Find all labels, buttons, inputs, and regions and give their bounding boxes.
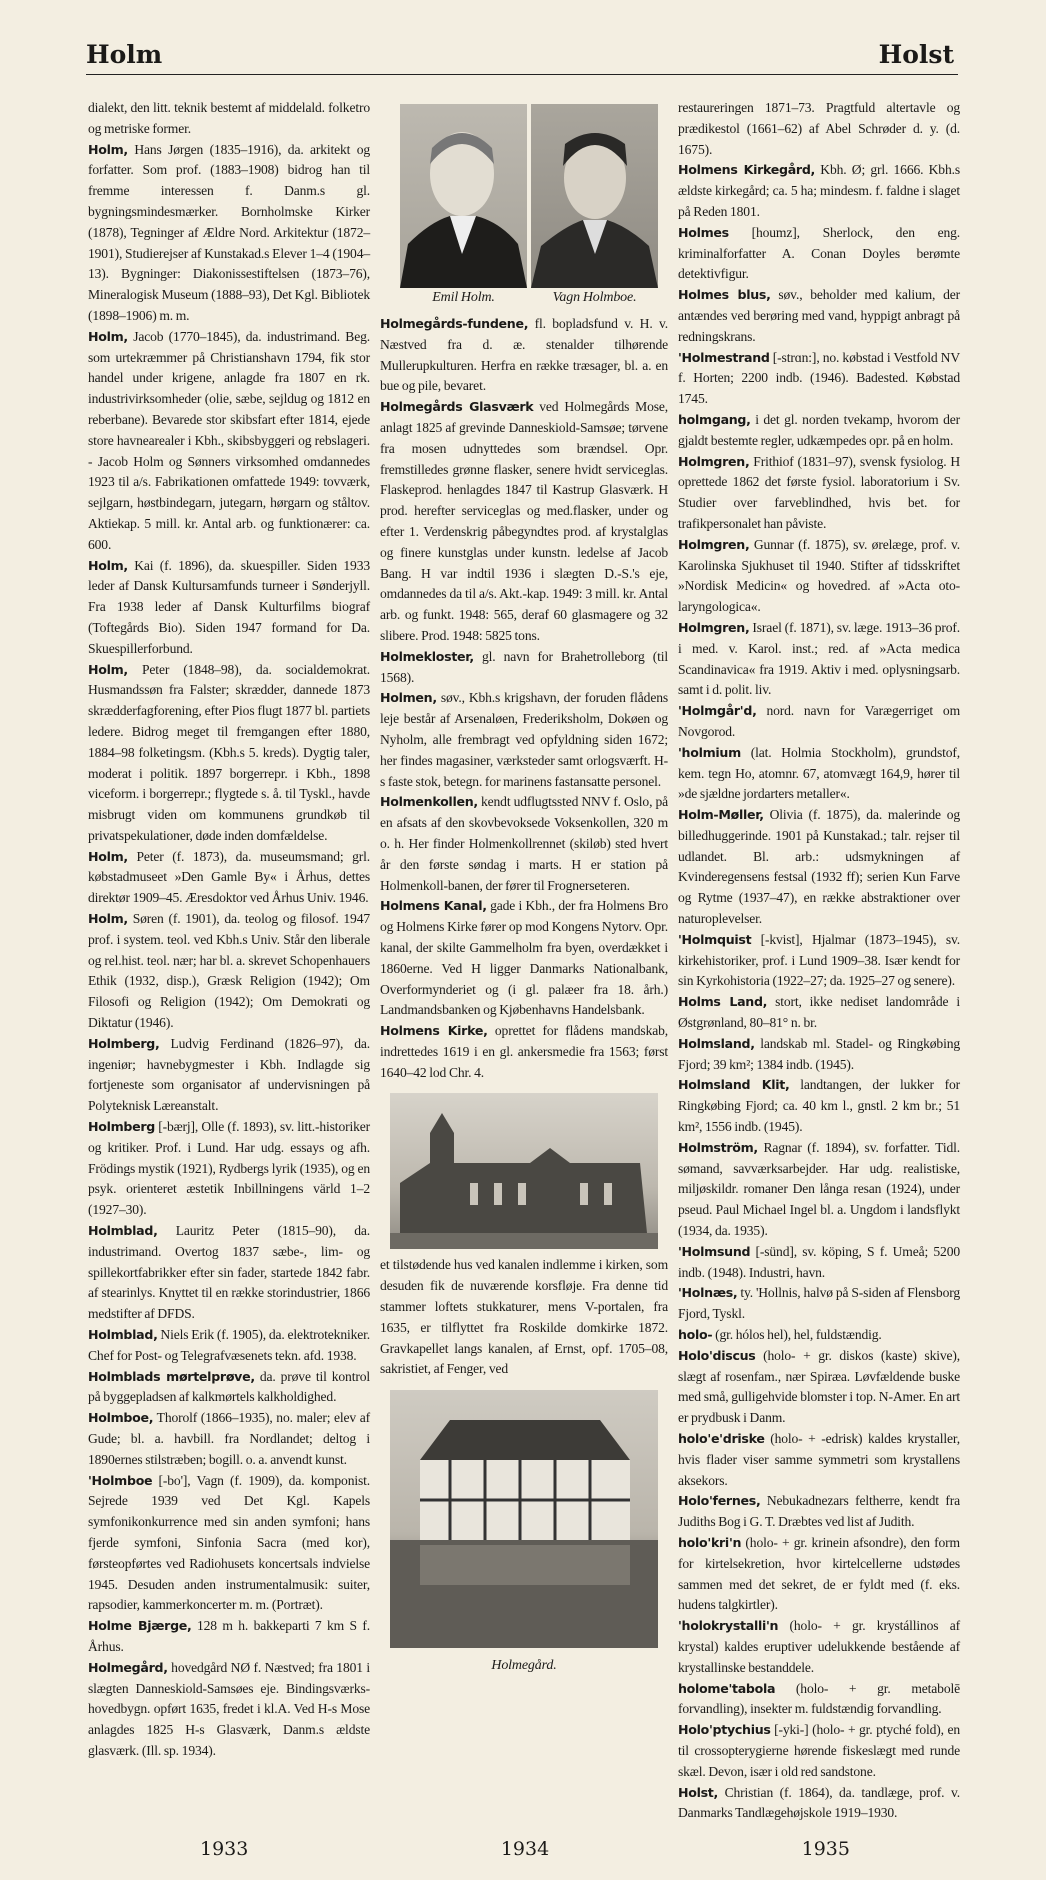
page-number: 1935 (801, 1838, 850, 1861)
entry-text: restaureringen 1871–73. Pragtfuld altertavle og prædikestol (1661–62) af Abel Schrøder d. y. (d. 1675). (678, 100, 960, 157)
entry-headword: Holm, (88, 848, 128, 864)
entry-text: (holo- + -edrisk) kaldes krystaller, hvis flader viser samme symmetri som krystallens aksekors. (678, 1431, 960, 1488)
dictionary-entry (678, 160, 960, 222)
entry-text: Søren (f. 1901), da. teolog og filosof. 1947 prof. i system. teol. ved Kbh.s Univ. Står den liberale og rel.hist. teol. nær; har bl. a. skrevet Schopenhauers Ethik (1932, disp.), Græsk Religion (1942); Om Filosofi og Religion (1942); Om Demokrati og Diktatur (1946). (88, 911, 370, 1031)
entry-text: 128 m h. bakkeparti 7 km S f. Århus. (88, 1618, 370, 1654)
dictionary-entry (88, 556, 370, 660)
entry-headword: Holm, (88, 661, 128, 677)
entry-text: (holo- + gr. metabolē forvandling), insekter m. fuldstændig forvandling. (678, 1680, 960, 1717)
entry-text: ty. 'Hollnis, halvø på S-siden af Flensborg Fjord, Tyskl. (678, 1285, 960, 1322)
entry-headword: Holmens Kirke, (380, 1023, 488, 1039)
entry-headword: Holmboe, (88, 1410, 154, 1426)
dictionary-entry (678, 701, 960, 743)
dictionary-entry (678, 348, 960, 410)
photo-holmens-kirke (390, 1093, 658, 1249)
dictionary-entry (678, 1242, 960, 1284)
entry-headword: Holmsland Klit, (678, 1077, 790, 1093)
page-body (88, 0, 960, 1880)
entry-headword: Holmgren, (678, 536, 750, 552)
entry-headword: Holmgren, (678, 619, 750, 635)
entry-headword: holmgang, (678, 411, 751, 427)
entry-text: Peter (f. 1873), da. museumsmand; grl. købstadmuseet »Den Gamle By« i Århus, dettes direktør 1909–45. Æresdoktor ved Århus Univ. 1946. (88, 848, 370, 906)
running-head-right: Holst (878, 40, 954, 69)
entry-text: søv., beholder med kalium, der antændes ved berøring med vand, hyppigt anbragt på redningskrans. (678, 287, 960, 344)
entry-headword: Holm, (88, 911, 128, 927)
entry-text: Jacob (1770–1845), da. industrimand. Beg. som urtekræmmer på Christianshavn 1794, fik stor handel under krigene, anlagde fra 1807 en rk. industrivirksomheder (olie, sæbe, sejldug og 1812 en reberbane). Bevarede stor skibsfart efter 1814, ejede store havnearealer i Kbh., skibsbyggeri og rebslageri. - Jacob Holm og Sønners virksomhed omdannedes 1923 til a/s. Fabrikationen omfattede 1949: tovværk, sejlgarn, høstbindegarn, jutegarn, hørgarn og ståltov. Aktiekap. 5 mill. kr. Antal arb. og funktionærer: ca. 600. (88, 328, 370, 552)
entry-headword: Holmblads mørtelprøve, (88, 1368, 255, 1384)
entry-text: hovedgård NØ f. Næstved; fra 1801 i slægten Danneskiold-Samsøes eje. Bindingsværks-hovedbygn. opført 1635, fredet i kl.A. Ved H-s Mose anlagdes 1825 H-s Glasværk, Danm.s ældste glasværk. (Ill. sp. 1934). (88, 1659, 370, 1758)
entry-text: landtangen, der lukker for Ringkøbing Fjord; ca. 40 km l., gnstl. 2 km br.; 51 km², 1556 indb. (1945). (678, 1077, 960, 1135)
dictionary-entry (678, 1616, 960, 1678)
entry-text: Olivia (f. 1875), da. malerinde og billedhuggerinde. 1901 på Kunstakad.; talr. rejser til udlandet. Bl. arb.: udsmykningen af Kvinderegensens festsal (1932 ff); serien Kun Farve og Rytme (1937–47), en række abstraktioner over naturoplevelser. (678, 807, 960, 927)
dictionary-entry (678, 805, 960, 930)
column-middle (380, 98, 668, 1682)
entry-text: (holo- + gr. krystállinos af krystal) kaldes eruptiver udelukkende bestående af krystallinske bestanddele. (678, 1618, 960, 1675)
entry-text: (lat. Holmia Stockholm), grundstof, kem. tegn Ho, atomnr. 67, atomvægt 164,9, hører til »de sjældne jordarters metaller«. (678, 744, 960, 802)
entry-text: [-strɑn:], no. købstad i Vestfold NV f. Horten; 2200 indb. (1946). Badested. Købstad 1745. (678, 349, 960, 407)
entry-headword: 'holmium (678, 744, 741, 760)
dictionary-entry (380, 792, 668, 896)
entry-headword: holome'tabola (678, 1680, 776, 1696)
dictionary-entry (678, 930, 960, 992)
entry-headword: 'Holmestrand (678, 349, 770, 365)
entry-headword: Holmegård, (88, 1659, 168, 1675)
dictionary-entry (678, 285, 960, 347)
column-left (88, 98, 370, 1762)
entry-text: i det gl. norden tvekamp, hvorom der gjaldt bestemte regler, udkæmpedes opr. på en holm. (678, 411, 960, 448)
dictionary-entry (88, 327, 370, 556)
entry-headword: Holmegårds-fundene, (380, 316, 529, 331)
entry-text: Nebukadnezars feltherre, kendt fra Judiths Bog i G. T. Dræbtes ved list af Judith. (678, 1493, 960, 1530)
dictionary-entry (88, 1034, 370, 1117)
dictionary-entry (678, 1075, 960, 1137)
entry-text: stort, ikke nediset landområde i Østgrønland, 80–81° n. br. (678, 994, 960, 1031)
dictionary-entry (678, 452, 960, 535)
entry-headword: Holmberg (88, 1119, 156, 1135)
entry-headword: 'holokrystalli'n (678, 1618, 779, 1634)
dictionary-entry (88, 1117, 370, 1221)
entry-headword: Holmström, (678, 1139, 758, 1155)
entry-headword: Holo'ptychius (678, 1722, 771, 1738)
entry-text: Niels Erik (f. 1905), da. elektrotekniker. Chef for Post- og Telegrafvæsenets tekn. afd. 1938. (88, 1327, 370, 1363)
dictionary-entry (88, 1471, 370, 1617)
dictionary-entry (88, 1616, 370, 1658)
entry-headword: Holmes blus, (678, 287, 771, 303)
dictionary-entry (88, 1408, 370, 1470)
entry-text: Gunnar (f. 1875), sv. ørelæge, prof. v. Karolinska Sjukhuset til 1940. Stifter af tidsskriftet »Nordisk Medicin« og hovedred. af »Acta oto-laryngologica«. (678, 536, 960, 615)
entry-text: Ragnar (f. 1894), sv. forfatter. Tidl. sømand, savværksarbejder. Har udg. realistiske, miljøskildr. romaner Den långa resan (1924), under pseud. Paul Michael Ingel bl. a. Ungdom i landsflykt (1934, da. 1935). (678, 1139, 960, 1239)
dictionary-entry (88, 1325, 370, 1367)
column-right (678, 98, 960, 1824)
entry-headword: Holmsland, (678, 1035, 755, 1051)
page-numbers (88, 1824, 960, 1880)
entry-headword: 'Holmquist (678, 931, 752, 947)
entry-text: gade i Kbh., der fra Holmens Bro og Holmens Kirke fører op mod Kongens Nytorv. Opr. kanal, der skilte Gammelholm fra byen, overdækket i 1860erne. Ved H ligger Danmarks Nationalbank, Overformynderiet og (i gl. palæer fra 18. årh.) Landmandsbanken og Kjøbenhavns Handelsbank. (380, 898, 668, 1018)
entry-headword: 'Holmboe (88, 1472, 153, 1488)
entry-text: Peter (1848–98), da. socialdemokrat. Husmandssøn fra Falster; skrædder, dannede 1873 skrædderfagforening, efter Pios flugt 1877 bl. partiets ledere. Bidrog meget til fremgangen efter 1880, 1884–98 folketingsm. (Kbh.s 5. kreds). Dygtig taler, moderat i politik. 1897 borgerrepr. i Kbh., 1898 viceform. i borgerrepr.; flygtede s. å. til Tyskl., havde misbrugt viden om kommunens grundkøb til privatspekulationer, døde inden domfældelse. (88, 661, 370, 843)
dictionary-entry (678, 1720, 960, 1782)
entry-text: Frithiof (1831–97), svensk fysiolog. H oprettede 1862 det første fysiol. laboratorium i Sv. Studier over farveblindhed, hvis bet. for trafikpersonalet han påviste. (678, 453, 960, 531)
entry-headword: Holmblad, (88, 1327, 158, 1343)
dictionary-entry (88, 1658, 370, 1762)
entry-text: [-bo'], Vagn (f. 1909), da. komponist. Sejrede 1939 ved Det Kgl. Kapels symfonikonkurrence med sin anden symfoni; hans fjerde symfoni, Sinfonia Sacra (med kor), førsteopførtes ved Radiohusets koncertsals indvielse 1945. Desuden anden instrumentalmusik: suiter, rapsodier, kammerkoncerter m. m. (Portræt). (88, 1472, 370, 1613)
dictionary-entry (380, 896, 668, 1021)
entry-headword: Holm-Møller, (678, 807, 764, 823)
entry-text: Christian (f. 1864), da. tandlæge, prof. v. Danmarks Tandlægehøjskole 1919–1930. (678, 1784, 960, 1821)
entry-headword: 'Holmsund (678, 1243, 751, 1259)
entry-headword: Holm, (88, 328, 128, 344)
dictionary-entry (88, 140, 370, 327)
dictionary-entry (380, 647, 668, 689)
entry-headword: Holo'discus (678, 1347, 756, 1363)
dictionary-entry (380, 1255, 668, 1380)
entry-headword: Holo'fernes, (678, 1493, 761, 1509)
dictionary-entry (678, 1325, 960, 1346)
dictionary-entry (678, 1783, 960, 1825)
portrait-vagn-holmboe (531, 104, 658, 288)
dictionary-entry (678, 618, 960, 701)
entry-headword: Holmgren, (678, 453, 750, 469)
entry-text: kendt udflugtssted NNV f. Oslo, på en afsats af den skovbevoksede Voksenkollen, 320 m o. h. Her finder Holmenkollrennet (skiløb) sted hvert år den første søndag i marts. H er station på Holmenkoll-banen, der fører til Frognerseteren. (380, 794, 668, 893)
dictionary-entry (678, 98, 960, 160)
entry-headword: Holmen, (380, 690, 437, 706)
dictionary-entry (678, 1283, 960, 1325)
page-number: 1933 (200, 1838, 249, 1861)
dictionary-entry (678, 743, 960, 805)
entry-headword: Holmens Kanal, (380, 898, 487, 914)
caption-holmegaard: Holmegård. (491, 1658, 557, 1674)
entry-text: fl. bopladsfund v. H. v. Næstved fra d. æ. stenalder tilhørende Mullerupkulturen. Herfra en række træsager, bl. a. en bue og pile, bevaret. (380, 316, 668, 394)
entry-text: Thorolf (1866–1935), no. maler; elev af Gude; bl. a. havbill. fra Nordlandet; deltog i 1890ernes stilstræben; bogill. o. a. anvendt kunst. (88, 1410, 370, 1467)
entry-text: gl. navn for Brahetrolleborg (til 1568). (380, 648, 668, 685)
running-head-left: Holm (86, 40, 163, 69)
dictionary-entry (678, 1429, 960, 1491)
dictionary-entry (678, 1679, 960, 1721)
entry-headword: Holmenkollen, (380, 794, 478, 810)
dictionary-entry (380, 314, 668, 397)
entry-text: (holo- + gr. krinein afsondre), den form for kirtelsekretion, hvor kirtelcellerne udstødes sammen med det sekret, de er fyldt med (f. eks. hudens talgkirtler). (678, 1534, 960, 1613)
entry-text: søv., Kbh.s krigshavn, der foruden flådens leje består af Arsenaløen, Frederiksholm, Dokøen og Nyholm, alle frembragt ved opfyldning siden 1672; her findes magasiner, værksteder samt orlogsværft. H-s faste stok, betegn. for marinens fastansatte personel. (380, 690, 668, 789)
caption-emil-holm: Emil Holm. (432, 290, 495, 305)
entry-headword: Holms Land, (678, 994, 768, 1010)
column-middle-bottom (380, 1255, 668, 1380)
entry-text: [-bærj], Olle (f. 1893), sv. litt.-historiker og kritiker. Prof. i Lund. Har udg. essays og afh. Frödings mystik (1921), Rydbergs lyrik (1935), og en psyk. orienteret æstetik Inbillningens värld 1–2 (1927–30). (88, 1119, 370, 1218)
entry-text: Israel (f. 1871), sv. læge. 1913–36 prof. i med. v. Karol. inst.; red. af »Acta medica Scandinavica« fra 1919. Aktiv i med. oplysningsarb. samt i d. polit. liv. (678, 619, 960, 698)
entry-headword: Holmegårds Glasværk (380, 399, 534, 415)
entry-headword: holo'kri'n (678, 1534, 742, 1550)
entry-text: nord. navn for Varægerriget om Novgorod. (678, 703, 960, 739)
entry-headword: Holmblad, (88, 1223, 158, 1239)
dictionary-entry (88, 98, 370, 140)
dictionary-entry (678, 1533, 960, 1616)
entry-text: [houmz], Sherlock, den eng. kriminalforfatter A. Conan Doyles berømte detektivfigur. (678, 224, 960, 282)
entry-text: landskab ml. Stadel- og Ringkøbing Fjord; 39 km²; 1384 indb. (1945). (678, 1035, 960, 1072)
dictionary-entry (88, 660, 370, 847)
entry-text: (gr. hólos hel), hel, fuldstændig. (712, 1327, 882, 1343)
entry-headword: 'Holnæs, (678, 1285, 738, 1301)
entry-headword: Holme Bjærge, (88, 1618, 192, 1634)
dictionary-entry (88, 1221, 370, 1325)
column-middle-top (380, 314, 668, 1083)
portrait-emil-holm (400, 104, 527, 288)
entry-headword: Holmens Kirkegård, (678, 162, 816, 178)
entry-text: Ludvig Ferdinand (1826–97), da. ingeniør; havnebygmester i Kbh. Indlagde sig fortjeneste som organisator af undervisningen på Polyteknisk Læreanstalt. (88, 1035, 370, 1114)
entry-text: dialekt, den litt. teknik bestemt af middelald. folketro og metriske former. (88, 100, 370, 136)
entry-headword: Holm, (88, 557, 128, 573)
dictionary-entry (678, 1138, 960, 1242)
caption-vagn-holmboe: Vagn Holmboe. (552, 290, 637, 305)
dictionary-entry (88, 909, 370, 1034)
entry-text: [-kvist], Hjalmar (1873–1945), sv. kirkehistoriker, prof. i Lund 1909–38. Især kendt for sin Kyrkohistoria (1922–27; da. 1925–27 og senere). (678, 931, 960, 989)
dictionary-entry (678, 1034, 960, 1076)
dictionary-entry (380, 397, 668, 647)
entry-headword: Holst, (678, 1784, 719, 1800)
page-number: 1934 (500, 1838, 550, 1861)
entry-text: Kbh. Ø; grl. 1666. Kbh.s ældste kirkegård; ca. 5 ha; mindesm. f. faldne i slaget på Reden 1801. (678, 162, 960, 219)
dictionary-entry (380, 688, 668, 792)
entry-headword: Holmekloster, (380, 648, 474, 664)
entry-headword: holo'e'driske (678, 1431, 765, 1446)
entry-headword: Holmes (678, 224, 729, 240)
dictionary-entry (678, 992, 960, 1034)
dictionary-entry (678, 535, 960, 618)
dictionary-entry (678, 1491, 960, 1533)
entry-text: et tilstødende hus ved kanalen indlemme i kirken, som desuden fik de nuværende korsfløje. Fra denne tid stammer loftets stukkaturer, mens V-portalen, fra 1635, er tilflyttet fra Roskilde domkirke 1872. Gravkapellet langs kanalen, af Ernst, opf. 1705–08, sakristiet, af Fenger, ved (380, 1257, 668, 1377)
dictionary-entry (88, 1367, 370, 1409)
dictionary-entry (88, 847, 370, 909)
entry-text: [-sünd], sv. köping, S f. Umeå; 5200 indb. (1948). Industri, havn. (678, 1243, 960, 1280)
entry-text: [-yki-] (holo- + gr. ptyché fold), en til crossopterygierne hørende fiskeslægt med runde skæl. Devon, især i old red sandstone. (678, 1722, 960, 1779)
photo-holmegaard (390, 1390, 658, 1648)
entry-headword: Holmberg, (88, 1035, 160, 1051)
entry-headword: holo- (678, 1327, 713, 1343)
entry-text: ved Holmegårds Mose, anlagt 1825 af grevinde Danneskiold-Samsøe; tørvene fra mosen udnyttedes som brændsel. Opr. fremstilledes grønne flasker, senere hvidt serviceglas. Flaskeprod. henlagdes 1847 til Kastrup Glasværk. H prod. herefter serviceglas og med.flasker, under og efter 1. Verdenskrig påbegyndtes prod. af krystalglas og finere kunstglas under kunstn. ledelse af Jacob Bang. H var indtil 1936 i slægten D.-S.'s eje, omdannedes da til a/s. Akt.-kap. 1949: 3 mill. kr. Antal arb. og funkt. 1948: 565, deraf 60 glasmagere og 32 slibere. Prod. 1948: 5825 tons. (380, 399, 668, 643)
entry-text: Lauritz Peter (1815–90), da. industrimand. Overtog 1837 sæbe-, lim- og spillekortfabrikker efter sin fader, startede 1842 fabr. af stearinlys. Knyttet til en række storindustrier, 1866 medstifter af DFDS. (88, 1223, 370, 1322)
entry-headword: 'Holmgår'd, (678, 703, 757, 719)
portraits (380, 98, 668, 308)
dictionary-entry (380, 1021, 668, 1083)
dictionary-entry (678, 1346, 960, 1429)
entry-text: Kai (f. 1896), da. skuespiller. Siden 1933 leder af Dansk Kultursamfunds turneer i Sønderjyll. Fra 1938 leder af Dansk Kulturfilms biograf (Toftegårds Bio). Siden 1947 formand for Da. Skuespillerforbund. (88, 557, 370, 656)
entry-text: da. prøve til kontrol på byggepladsen af kalkmørtels kalkholdighed. (88, 1368, 370, 1405)
dictionary-entry (678, 223, 960, 285)
dictionary-entry (678, 410, 960, 452)
entry-headword: Holm, (88, 141, 128, 157)
entry-text: Hans Jørgen (1835–1916), da. arkitekt og forfatter. Som prof. (1883–1908) bidrog han til fremme interessen f. Danm.s gl. bygningsmindesmærker. Bornholmske Kirker (1878), Tegninger af Ældre Nord. Arkitektur (1872–1901), Studierejser af Kunstakad.s Elever 1–4 (1904–13). Bygninger: Diakonissestiftelsen (1873–76), Mineralogisk Museum (1888–93), Det Kgl. Bibliotek (1898–1906) m. m. (88, 141, 370, 323)
entry-text: oprettet for flådens mandskab, indrettedes 1619 i en gl. ankersmedie fra 1563; først 1640–42 lod Chr. 4. (380, 1023, 668, 1080)
entry-text: (holo- + gr. diskos (kaste) skive), slægt af rosenfam., nær Spiræa. Løvfældende buske med små, gulligehvide blomster i top. N-Amer. En art er prydbusk i Danm. (678, 1347, 960, 1426)
